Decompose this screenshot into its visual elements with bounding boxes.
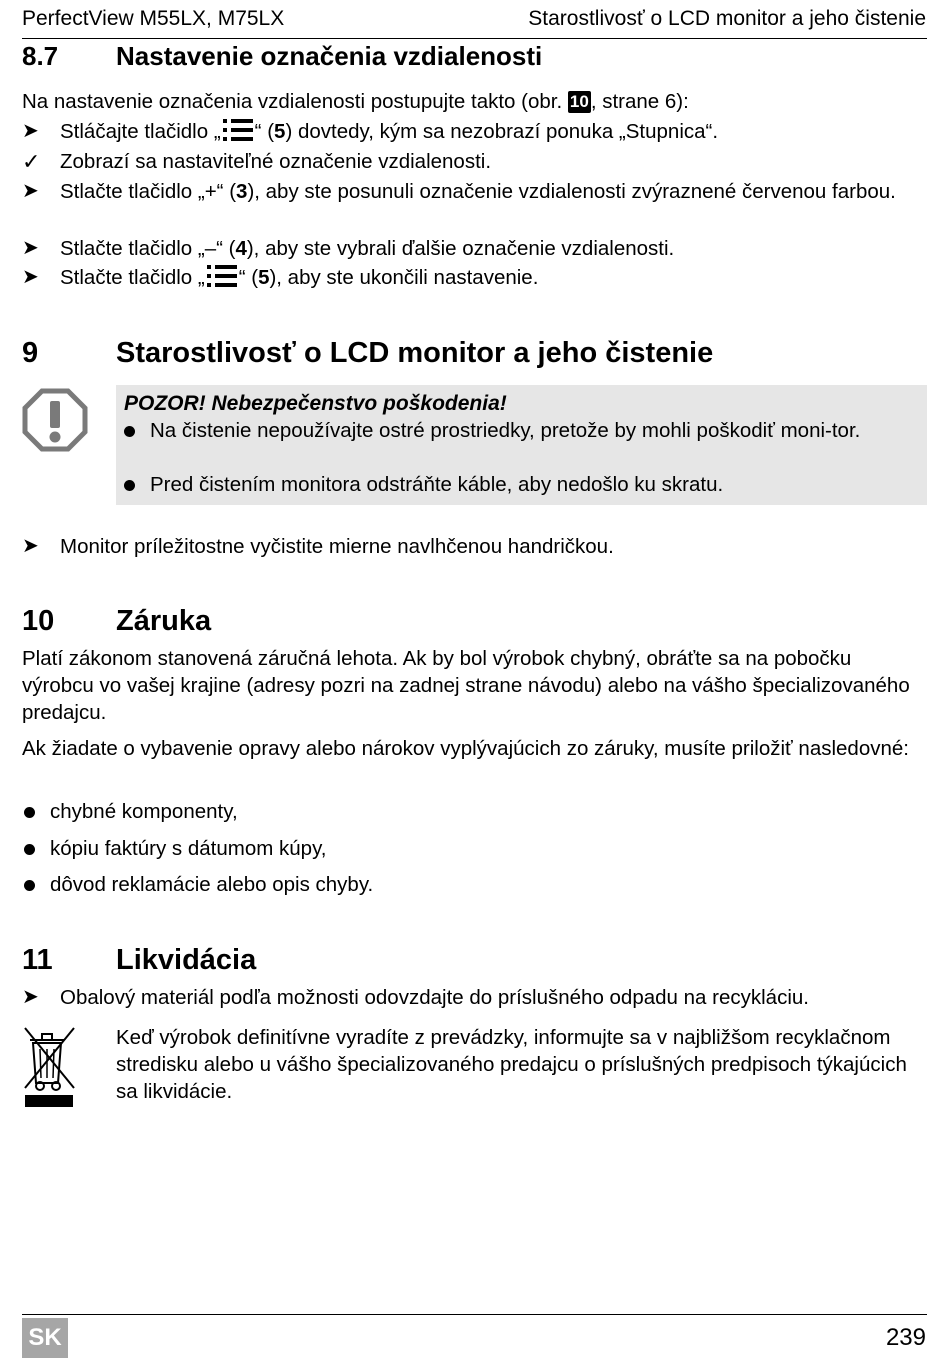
section-number: 10	[22, 605, 55, 637]
section-number: 9	[22, 337, 39, 369]
step-text: ), aby ste posunuli označenie vzdialenosti zvýraznené červenou farbou.	[247, 180, 896, 203]
step-text: Stlačte tlačidlo „–“ (	[60, 237, 236, 260]
disposal-paragraph: Keď výrobok definitívne vyradíte z prevádzky, informujte sa v najbližšom recyklačnom stredisku alebo u vášho špecializovaného predajcu o príslušných predpisoch týkajúcich sa likvidácie.	[116, 1026, 907, 1103]
step-item	[22, 178, 927, 205]
list-item-text: chybné komponenty,	[50, 800, 238, 823]
exclamation-octagon-icon	[22, 388, 88, 452]
arrowhead-icon: ➤	[22, 535, 39, 557]
section-number: 11	[22, 944, 53, 976]
header-rule	[22, 38, 927, 39]
language-badge: SK	[22, 1318, 68, 1358]
bullet-dot	[124, 480, 135, 491]
step-text: ), aby ste ukončili nastavenie.	[269, 266, 539, 289]
list-item	[22, 798, 238, 825]
menu-list-icon	[223, 118, 253, 142]
step-text: “ (	[254, 120, 275, 143]
warning-item	[124, 417, 920, 444]
running-header-left: PerfectView M55LX, M75LX	[22, 7, 285, 30]
step-text: Monitor príležitostne vyčistite mierne navlhčenou handričkou.	[60, 535, 614, 558]
step-item	[22, 118, 927, 145]
list-item-text: dôvod reklamácie alebo opis chyby.	[50, 873, 374, 896]
step-text: Stlačte tlačidlo „+“ (	[60, 180, 237, 203]
step-item	[22, 235, 927, 262]
intro-text: Na nastavenie označenia vzdialenosti postupujte takto (obr.	[22, 90, 563, 113]
bullet-dot	[24, 807, 35, 818]
menu-list-icon	[207, 264, 237, 288]
section-number: 8.7	[22, 41, 59, 71]
button-number: 5	[258, 266, 270, 289]
running-header-right: Starostlivosť o LCD monitor a jeho čistenie	[528, 7, 926, 30]
step-text: ), aby ste vybrali ďalšie označenie vzdialenosti.	[246, 237, 675, 260]
step-text: Stláčajte tlačidlo „	[60, 120, 221, 143]
intro-text-end: , strane 6):	[590, 90, 689, 113]
warning-box	[116, 385, 927, 505]
list-item	[22, 871, 373, 898]
section-title: Likvidácia	[116, 944, 257, 976]
warranty-paragraph-2: Ak žiadate o vybavenie opravy alebo nárokov vyplývajúcich zo záruky, musíte priložiť nasledovné:	[22, 737, 909, 760]
step-text: “ (	[238, 266, 259, 289]
arrowhead-icon: ➤	[22, 120, 39, 142]
step-item	[22, 264, 927, 291]
step-item	[22, 984, 927, 1011]
figure-reference-badge: 10	[569, 92, 589, 111]
result-text: Zobrazí sa nastaviteľné označenie vzdialenosti.	[60, 150, 492, 173]
warranty-paragraph-1: Platí zákonom stanovená záručná lehota. Ak by bol výrobok chybný, obráťte sa na pobočku výrobcu vo vašej krajine (adresy pozri na zadnej strane návodu) alebo na vášho špecializovaného predajcu.	[22, 647, 910, 724]
bullet-dot	[24, 844, 35, 855]
result-item	[22, 148, 927, 175]
footer-rule	[22, 1314, 927, 1315]
step-text: Obalový materiál podľa možnosti odovzdajte do príslušného odpadu na recykláciu.	[60, 986, 809, 1009]
section-8-7-intro	[22, 88, 927, 115]
step-text: ) dovtedy, kým sa nezobrazí ponuka „Stupnica“.	[285, 120, 719, 143]
warning-title: POZOR! Nebezpečenstvo poškodenia!	[124, 392, 507, 415]
list-item-text: kópiu faktúry s dátumom kúpy,	[50, 837, 327, 860]
step-item	[22, 533, 927, 560]
step-text: Stlačte tlačidlo „	[60, 266, 205, 289]
warning-item	[124, 471, 920, 498]
button-number: 4	[235, 237, 247, 260]
section-title: Nastavenie označenia vzdialenosti	[116, 41, 543, 71]
list-item	[22, 835, 327, 862]
arrowhead-icon: ➤	[22, 180, 39, 202]
section-title: Starostlivosť o LCD monitor a jeho čistenie	[116, 337, 714, 369]
button-number: 3	[236, 180, 248, 203]
arrowhead-icon: ➤	[22, 266, 39, 288]
crossed-bin-icon	[22, 1025, 78, 1109]
warning-item-text: Na čistenie nepoužívajte ostré prostriedky, pretože by mohli poškodiť moni-tor.	[150, 419, 861, 442]
checkmark-icon: ✓	[22, 149, 41, 174]
button-number: 5	[274, 120, 286, 143]
arrowhead-icon: ➤	[22, 986, 39, 1008]
bullet-dot	[24, 880, 35, 891]
warning-item-text: Pred čistením monitora odstráňte káble, aby nedošlo ku skratu.	[150, 473, 724, 496]
bullet-dot	[124, 426, 135, 437]
page-number: 239	[885, 1324, 926, 1351]
arrowhead-icon: ➤	[22, 237, 39, 259]
section-title: Záruka	[116, 605, 212, 637]
